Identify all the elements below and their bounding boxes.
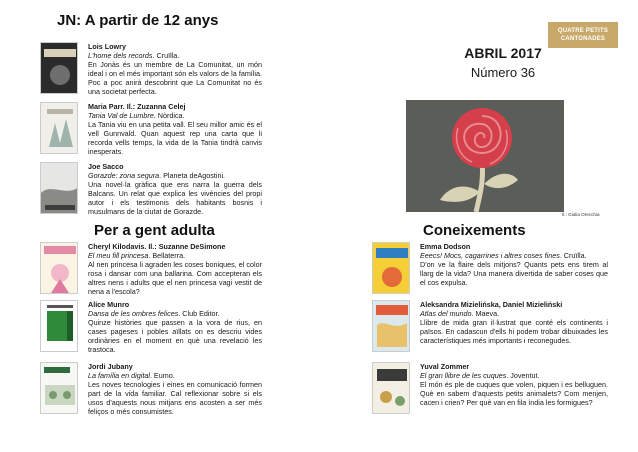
issue-number: Número 36 <box>470 65 536 80</box>
book-entry-knowledge-1 <box>372 242 608 294</box>
book-description: Les noves tecnologies i eines en comunicació formen part de la vida familiar. Cal reflexionar sobre si els usos d'aquests nous mitjans ens acosten a ser més feliços o més consumistes. <box>88 380 262 417</box>
book-publisher: . Nòrdica. <box>153 111 185 121</box>
book-title: La família en digital <box>88 371 150 381</box>
cover-art-icon <box>41 43 78 94</box>
section-title-knowledge: Coneixements <box>423 222 526 239</box>
cover-art-icon <box>373 243 410 294</box>
book-text <box>420 300 608 345</box>
section-title-jn: JN: A partir de 12 anys <box>57 12 219 29</box>
book-entry-jn-2 <box>40 102 262 157</box>
book-publisher: . Cruïlla. <box>559 251 587 261</box>
book-publisher: . Bellaterra. <box>148 251 186 261</box>
book-author: Lois Lowry <box>88 42 126 51</box>
book-title: Tania Val de Lumbre <box>88 111 154 121</box>
image-credit: Il.: Giulia Orecchia <box>562 212 600 217</box>
logo-line-1: QUATRE PETITS <box>557 28 609 34</box>
cover-art-icon <box>41 163 78 214</box>
book-publisher: . Maeva. <box>471 309 500 319</box>
book-entry-adult-3 <box>40 362 262 417</box>
book-publisher: . Cruïlla. <box>152 51 180 61</box>
rose-icon <box>406 100 564 212</box>
book-text <box>88 162 262 217</box>
cover-art-icon <box>41 363 78 414</box>
book-description: La Tania viu en una petita vall. El seu millor amic és el vell Gunnvald. Quan aquest rep una carta que li recorda vells temps, la vida de la Tania tindrà canvis inesperats. <box>88 120 262 157</box>
book-author: Jordi Jubany <box>88 362 133 371</box>
book-title: L'home dels records <box>88 51 153 61</box>
book-cover-icon <box>40 42 78 94</box>
book-text <box>88 42 262 97</box>
cover-art-icon <box>41 301 78 352</box>
book-entry-adult-2 <box>40 300 262 355</box>
book-description: El món és ple de cuques que volen, piquen i es belluguen. Què en sabem d'aquests petits animalets? Com menjen, cacen i crien? Per què van en fila índia les formigues? <box>420 380 608 408</box>
book-text <box>88 242 262 297</box>
book-entry-jn-3 <box>40 162 262 217</box>
book-text <box>420 242 608 287</box>
section-title-adult: Per a gent adulta <box>94 222 215 239</box>
book-author: Alice Munro <box>88 300 130 309</box>
book-cover-icon <box>40 102 78 154</box>
book-cover-icon <box>40 300 78 352</box>
book-title: El meu fill princesa <box>88 251 149 261</box>
book-cover-icon <box>40 362 78 414</box>
book-title: Dansa de les ombres felices <box>88 309 179 319</box>
book-text <box>88 300 262 355</box>
rose-illustration <box>406 100 564 212</box>
cover-art-icon <box>373 363 410 414</box>
book-publisher: . Joventut. <box>506 371 540 381</box>
book-text <box>420 362 608 407</box>
book-title: Eeecs! Mocs, cagarrines i altres coses fines <box>420 251 560 261</box>
book-description: En Jonàs és un membre de La Comunitat, un món ideal i on el més important són els valors de la família. Poc a poc anirà descobrint que La Comunitat no és una societat perfecta. <box>88 60 262 97</box>
book-entry-jn-1 <box>40 42 262 97</box>
book-author: Emma Dodson <box>420 242 471 251</box>
book-publisher: . Club Editor. <box>178 309 220 319</box>
cover-art-icon <box>41 103 78 154</box>
book-title: Atlas del mundo <box>420 309 472 319</box>
book-cover-icon <box>372 242 410 294</box>
cover-art-icon <box>41 243 78 294</box>
book-publisher: . Planeta deAgostini. <box>159 171 226 181</box>
book-cover-icon <box>40 162 78 214</box>
book-cover-icon <box>372 362 410 414</box>
cover-art-icon <box>373 301 410 352</box>
issue-month: ABRIL 2017 <box>464 45 542 61</box>
book-description: Una novel·la gràfica que ens narra la guerra dels Balcans. Un relat que explica les vivències del propi autor i els testimonis dels habitants bosnis i musulmans de la ciutat de Gorazde. <box>88 180 262 217</box>
book-text <box>88 362 262 417</box>
book-entry-knowledge-3 <box>372 362 608 414</box>
book-cover-icon <box>40 242 78 294</box>
logo-line-2: CANTONADES <box>560 36 606 42</box>
book-entry-knowledge-2 <box>372 300 608 352</box>
book-title: El gran llibre de les cuques <box>420 371 507 381</box>
book-description: Llibre de mida gran il·lustrat que conté els continents i països. En cadascun d'ells hi podem trobar dibuixades les característiques més importants i reconegudes. <box>420 318 608 346</box>
book-description: D'on ve la flaire dels mitjons? Quants pets ens tirem al llarg de la vida? Una manera divertida de saber coses que el cos expulsa. <box>420 260 608 288</box>
book-author: Maria Parr. Il.: Zuzanna Celej <box>88 102 186 111</box>
book-publisher: . Eumo. <box>149 371 175 381</box>
book-entry-adult-1 <box>40 242 262 297</box>
book-author: Yuval Zommer <box>420 362 470 371</box>
book-description: Quinze històries que passen a la vora de rius, en cases pageses i pobles aïllats on es descriu vides ordinàries en el moment en què una revelació les trastoca. <box>88 318 262 355</box>
book-author: Joe Sacco <box>88 162 124 171</box>
book-author: Aleksandra Mizielińska, Daniel Mizieliński <box>420 300 563 309</box>
book-text <box>88 102 262 157</box>
book-title: Gorazde: zona segura <box>88 171 160 181</box>
book-cover-icon <box>372 300 410 352</box>
book-author: Cheryl Kilodavis. Il.: Suzanne DeSimone <box>88 242 226 251</box>
book-description: Al nen princesa li agraden les coses boniques, el color rosa i dansar com una ballarina. Com accepteran els altres nens i adults que el nen princesa vagi vestit de nena a l'escola? <box>88 260 262 297</box>
